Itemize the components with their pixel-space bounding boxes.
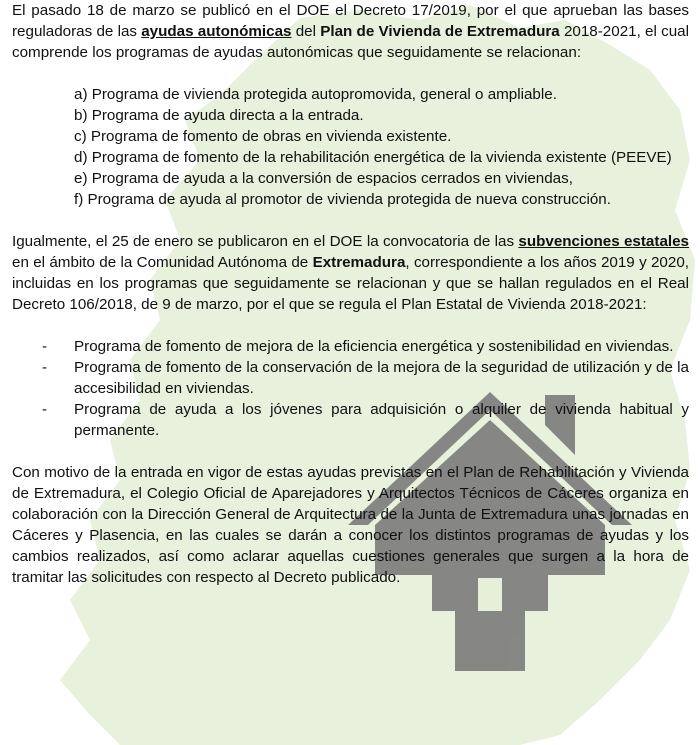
extremadura-highlight: Extremadura [312,254,406,271]
list-item [12,336,689,357]
list-item [12,399,689,441]
program-item-e: e) Programa de ayuda a la conversión de espacios cerrados en viviendas, [74,170,573,187]
closing-paragraph: Con motivo de la entrada en vigor de estas ayudas previstas en el Plan de Rehabilitación y Vivienda de Extremadura, el Colegio Oficial de Aparejadores y Arquitectos Técnicos de Cáceres organiza en colaboración con la Dirección General de Arquitectura de la Junta de Extremadura unas jornadas en Cáceres y Plasencia, en las cuales se darán a conocer los distintos programas de ayudas y los cambios realizados, así como aclarar aquellas cuestiones generales que surgen a la hora de tramitar las solicitudes con respecto al Decreto publicado. [12,464,689,586]
intro-text-2: del [291,23,321,40]
program-item-a: a) Programa de vivienda protegida autopromovida, general o ampliable. [74,86,557,103]
second-text-3: , correspondiente a los años 2019 y 2020, incluidas en los programas que seguidamente se relacionan y que se hallan regulados en el Real Decreto 106/2018, de 9 de marzo, por el que se regula el Plan Estatal de Vivienda 2018-2021: [12,254,689,313]
program-item-b: b) Programa de ayuda directa a la entrada. [74,107,364,124]
plan-vivienda-highlight: Plan de Vivienda de Extremadura [320,23,560,40]
document-body [12,0,689,588]
program-item-d: d) Programa de fomento de la rehabilitación energética de la vivienda existente (PEEVE) [74,149,672,166]
second-text-1: Igualmente, el 25 de enero se publicaron en el DOE la convocatoria de las [12,233,519,250]
subvenciones-estatales-highlight: subvenciones estatales [518,233,689,250]
list-item [12,357,689,399]
state-program-text: Programa de fomento de la conservación de la mejora de la seguridad de utilización y de la accesibilidad en viviendas. [74,359,689,397]
dash-bullet: - [42,401,48,418]
intro-text-3: 2018-2021, el cual comprende los programas de ayudas autonómicas que seguidamente se relacionan: [12,23,689,61]
dash-bullet: - [42,359,48,376]
dash-bullet: - [42,338,48,355]
intro-text-1: El pasado 18 de marzo se publicó en el DOE el Decreto 17/2019, por el que aprueban las bases reguladoras de las [12,2,689,40]
state-program-text: Programa de fomento de mejora de la eficiencia energética y sostenibilidad en viviendas. [74,338,674,355]
second-text-2: en el ámbito de la Comunidad Autónoma de [12,254,313,271]
state-subsidies-paragraph [12,231,689,315]
autonomic-programs-list [74,84,689,210]
program-item-c: c) Programa de fomento de obras en vivienda existente. [74,128,452,145]
state-program-text: Programa de ayuda a los jóvenes para adquisición o alquiler de vivienda habitual y permanente. [74,401,689,439]
intro-paragraph [12,0,689,63]
program-item-f: f) Programa de ayuda al promotor de vivienda protegida de nueva construcción. [74,191,611,208]
state-programs-list [12,336,689,441]
ayudas-autonomicas-highlight: ayudas autonómicas [141,23,292,40]
